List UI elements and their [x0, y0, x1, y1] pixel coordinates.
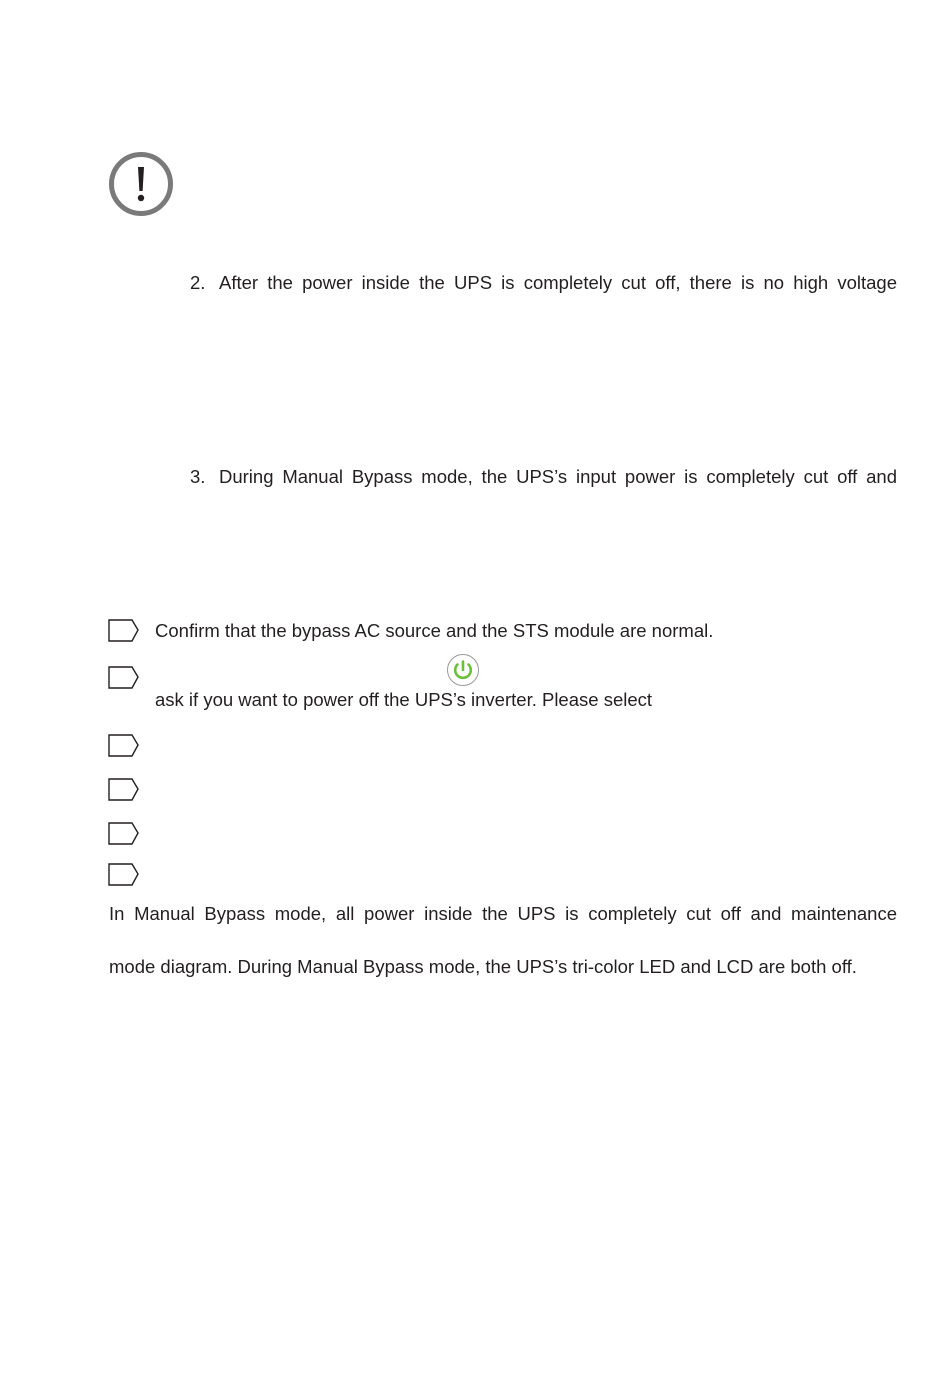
numbered-item — [190, 466, 897, 488]
numbered-item — [190, 272, 897, 294]
item-text: After the power inside the UPS is completely cut off, there is no high voltage — [219, 272, 897, 293]
item-number: 3. — [190, 466, 206, 487]
step-text: Confirm that the bypass AC source and the STS module are normal. — [155, 620, 714, 641]
step-marker-icon — [108, 665, 140, 691]
item-number: 2. — [190, 272, 206, 293]
step-marker-icon — [108, 733, 140, 759]
step-marker-icon — [108, 821, 140, 847]
step-marker-icon — [108, 777, 140, 803]
step-text-continuation: ask if you want to power off the UPS’s inverter. Please select — [155, 689, 653, 710]
step-marker-icon — [108, 618, 140, 644]
step-marker-icon — [108, 862, 140, 888]
paragraph-line: mode diagram. During Manual Bypass mode, the UPS’s tri-color LED and LCD are both off. — [109, 956, 857, 977]
power-button-icon — [446, 653, 480, 687]
item-text: During Manual Bypass mode, the UPS’s input power is completely cut off and — [219, 466, 897, 487]
exclamation-circle-icon — [108, 151, 174, 217]
paragraph-line: In Manual Bypass mode, all power inside the UPS is completely cut off and maintenance — [109, 903, 897, 924]
